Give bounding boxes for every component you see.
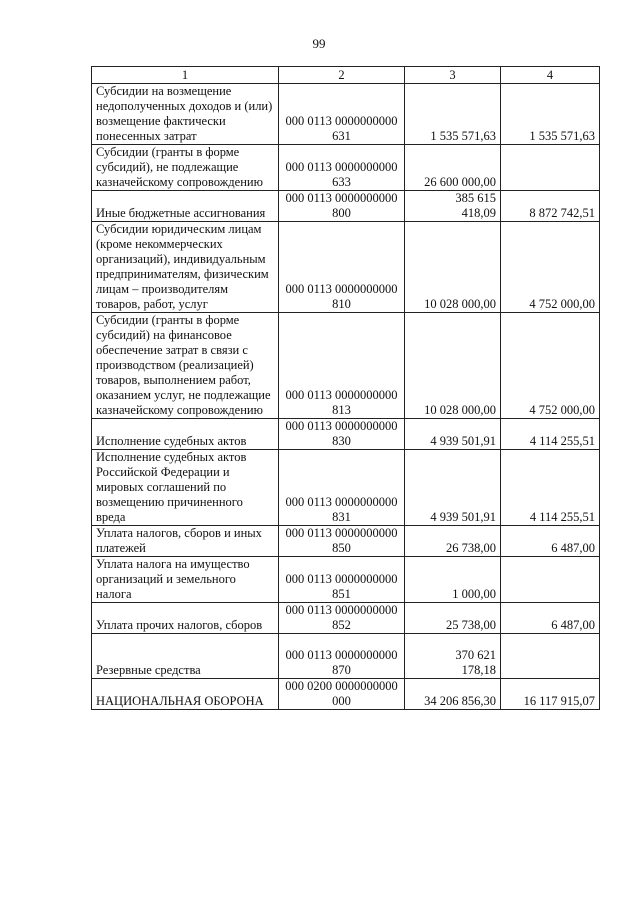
row-name: Уплата налогов, сборов и иных платежей	[92, 526, 279, 557]
row-value-col4: 8 872 742,51	[501, 191, 600, 222]
table-row	[92, 557, 600, 603]
table-row	[92, 222, 600, 313]
table-row	[92, 634, 600, 679]
column-header-1: 1	[92, 67, 279, 84]
table-row	[92, 679, 600, 710]
row-code: 000 0200 0000000000 000	[279, 679, 405, 710]
row-value-col4: 4 114 255,51	[501, 419, 600, 450]
row-name: Резервные средства	[92, 634, 279, 679]
row-name: Субсидии юридическим лицам (кроме некоммерческих организаций), индивидуальным предпринимателям, физическим лицам – производителям товаров, работ, услуг	[92, 222, 279, 313]
row-value-col4: 6 487,00	[501, 603, 600, 634]
row-value-col3: 25 738,00	[405, 603, 501, 634]
row-value-col4: 16 117 915,07	[501, 679, 600, 710]
row-value-col3: 4 939 501,91	[405, 419, 501, 450]
table-row	[92, 191, 600, 222]
row-value-col3: 26 738,00	[405, 526, 501, 557]
row-code: 000 0113 0000000000 852	[279, 603, 405, 634]
row-value-col4: 6 487,00	[501, 526, 600, 557]
row-value-col3: 385 615 418,09	[405, 191, 501, 222]
row-name: Исполнение судебных актов	[92, 419, 279, 450]
row-value-col3: 370 621 178,18	[405, 634, 501, 679]
column-header-3: 3	[405, 67, 501, 84]
row-value-col3: 34 206 856,30	[405, 679, 501, 710]
row-value-col4	[501, 557, 600, 603]
table-row	[92, 145, 600, 191]
page-number: 99	[312, 36, 326, 51]
row-code: 000 0113 0000000000 870	[279, 634, 405, 679]
row-name: Субсидии (гранты в форме субсидий), не подлежащие казначейскому сопровождению	[92, 145, 279, 191]
row-value-col4: 4 114 255,51	[501, 450, 600, 526]
row-value-col4: 4 752 000,00	[501, 222, 600, 313]
row-value-col4	[501, 634, 600, 679]
table-row	[92, 526, 600, 557]
table-row	[92, 450, 600, 526]
row-value-col4	[501, 145, 600, 191]
table-row	[92, 313, 600, 419]
row-code: 000 0113 0000000000 631	[279, 84, 405, 145]
row-name: Уплата налога на имущество организаций и земельного налога	[92, 557, 279, 603]
budget-table	[91, 66, 600, 710]
row-name: Субсидии на возмещение недополученных доходов и (или) возмещение фактически понесенных затрат	[92, 84, 279, 145]
row-value-col3: 10 028 000,00	[405, 313, 501, 419]
row-name: Иные бюджетные ассигнования	[92, 191, 279, 222]
column-header-4: 4	[501, 67, 600, 84]
table-row	[92, 419, 600, 450]
table-header-row	[92, 67, 600, 84]
row-code: 000 0113 0000000000 633	[279, 145, 405, 191]
row-value-col4: 1 535 571,63	[501, 84, 600, 145]
row-code: 000 0113 0000000000 813	[279, 313, 405, 419]
row-name: Уплата прочих налогов, сборов	[92, 603, 279, 634]
row-value-col4: 4 752 000,00	[501, 313, 600, 419]
row-code: 000 0113 0000000000 850	[279, 526, 405, 557]
row-value-col3: 1 000,00	[405, 557, 501, 603]
row-code: 000 0113 0000000000 851	[279, 557, 405, 603]
column-header-2: 2	[279, 67, 405, 84]
row-name: Исполнение судебных актов Российской Федерации и мировых соглашений по возмещению причиненного вреда	[92, 450, 279, 526]
row-code: 000 0113 0000000000 830	[279, 419, 405, 450]
row-code: 000 0113 0000000000 831	[279, 450, 405, 526]
table-row	[92, 84, 600, 145]
row-value-col3: 4 939 501,91	[405, 450, 501, 526]
row-value-col3: 10 028 000,00	[405, 222, 501, 313]
row-name: НАЦИОНАЛЬНАЯ ОБОРОНА	[92, 679, 279, 710]
table-row	[92, 603, 600, 634]
row-name: Субсидии (гранты в форме субсидий) на финансовое обеспечение затрат в связи с производством (реализацией) товаров, выполнением работ, оказанием услуг, не подлежащие казначейскому сопровождению	[92, 313, 279, 419]
row-value-col3: 26 600 000,00	[405, 145, 501, 191]
row-code: 000 0113 0000000000 810	[279, 222, 405, 313]
row-value-col3: 1 535 571,63	[405, 84, 501, 145]
row-code: 000 0113 0000000000 800	[279, 191, 405, 222]
